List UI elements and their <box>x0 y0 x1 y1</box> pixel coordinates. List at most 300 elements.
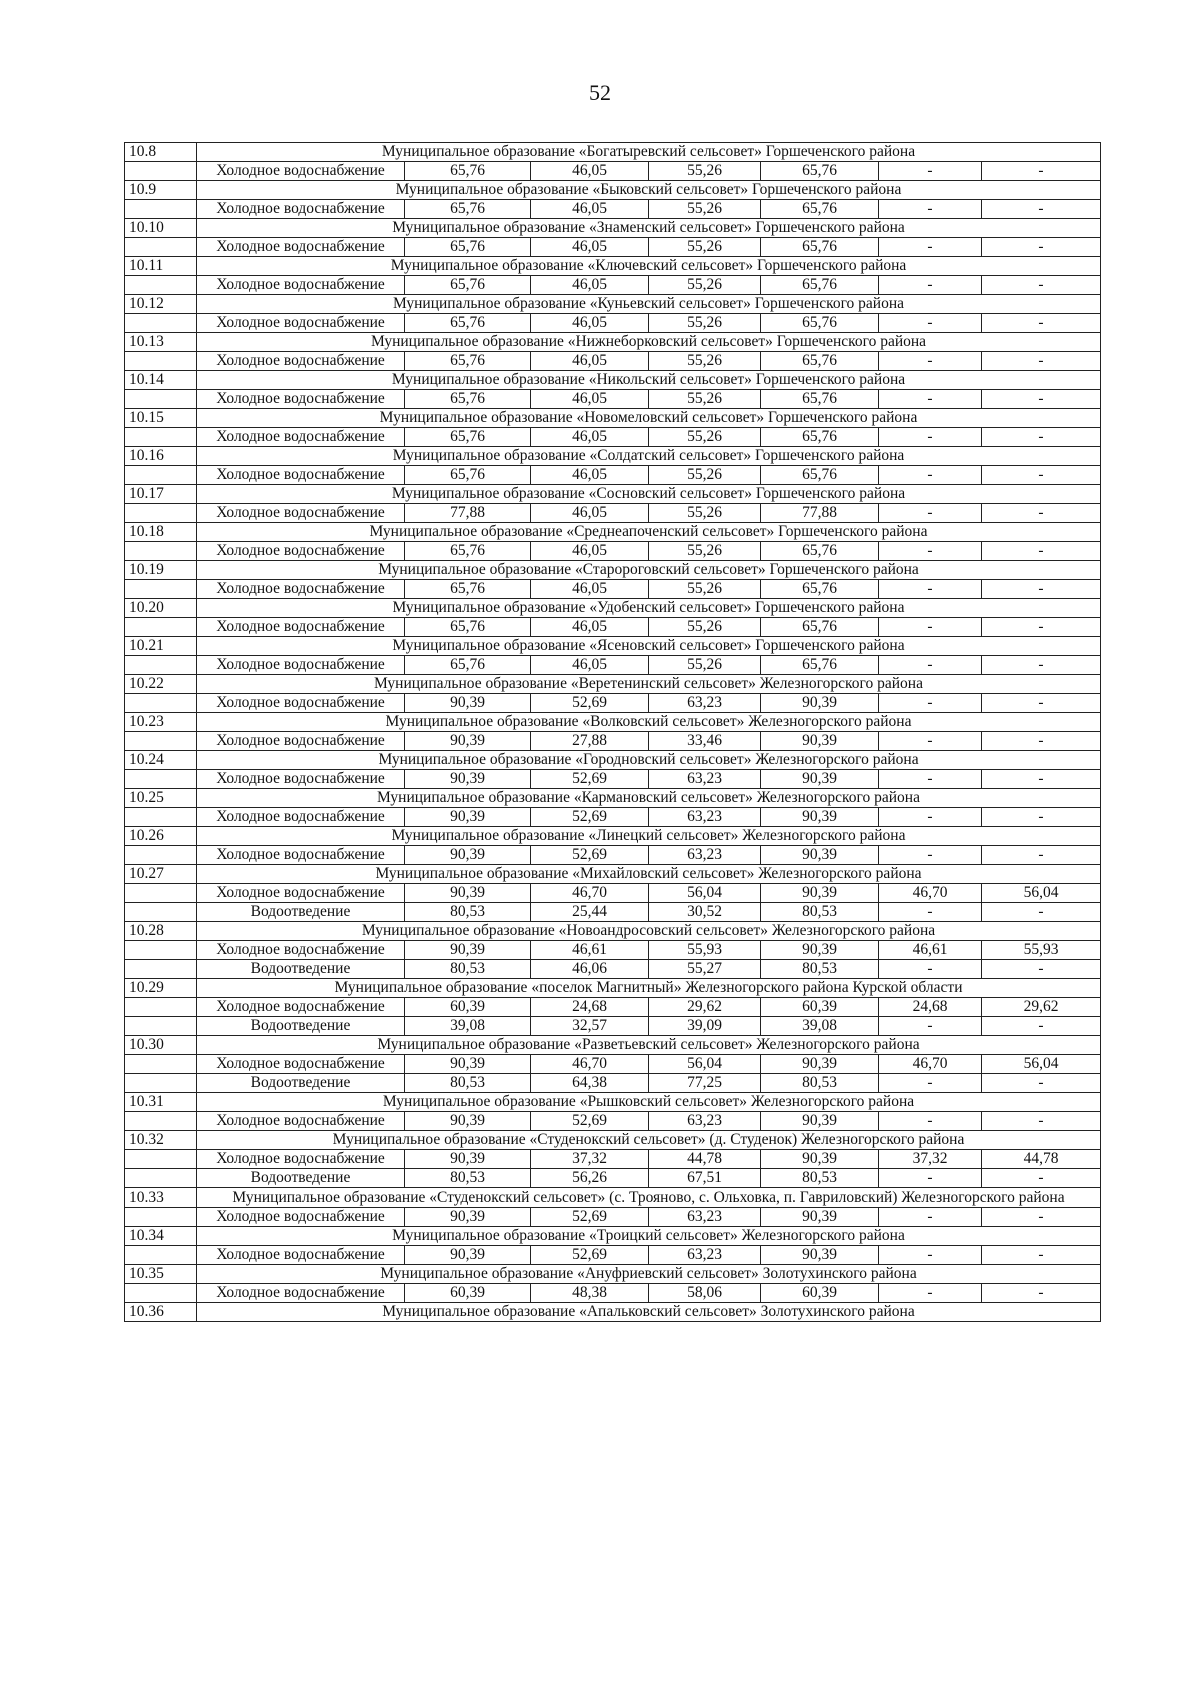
section-title: Муниципальное образование «Городновский сельсовет» Железногорского района <box>197 751 1101 770</box>
tariff-value: - <box>982 1284 1101 1303</box>
tariff-row <box>125 1208 1101 1227</box>
row-number-blank <box>125 314 197 333</box>
tariff-table-body <box>125 143 1101 1322</box>
tariff-row <box>125 1150 1101 1169</box>
tariff-value: 65,76 <box>405 656 531 675</box>
section-title: Муниципальное образование «Сосновский сельсовет» Горшеченского района <box>197 485 1101 504</box>
section-number: 10.27 <box>125 865 197 884</box>
row-number-blank <box>125 1284 197 1303</box>
tariff-value: 65,76 <box>761 580 879 599</box>
tariff-value: 65,76 <box>405 466 531 485</box>
tariff-value: 55,26 <box>649 618 761 637</box>
service-name: Холодное водоснабжение <box>197 1055 405 1074</box>
row-number-blank <box>125 504 197 523</box>
section-header-row <box>125 181 1101 200</box>
section-number: 10.30 <box>125 1036 197 1055</box>
tariff-value: - <box>982 238 1101 257</box>
tariff-value: 56,04 <box>982 884 1101 903</box>
tariff-value: 46,05 <box>531 276 649 295</box>
tariff-value: 27,88 <box>531 732 649 751</box>
tariff-value: 46,05 <box>531 390 649 409</box>
section-header-row <box>125 1188 1101 1208</box>
tariff-row <box>125 960 1101 979</box>
tariff-value: 52,69 <box>531 770 649 789</box>
tariff-value: - <box>982 732 1101 751</box>
tariff-value: - <box>879 1112 982 1131</box>
section-number: 10.11 <box>125 257 197 276</box>
section-header-row <box>125 447 1101 466</box>
section-title: Муниципальное образование «Ключевский сельсовет» Горшеченского района <box>197 257 1101 276</box>
section-number: 10.12 <box>125 295 197 314</box>
tariff-value: 90,39 <box>405 770 531 789</box>
section-header-row <box>125 637 1101 656</box>
tariff-value: 90,39 <box>761 808 879 827</box>
tariff-value: 90,39 <box>761 1150 879 1169</box>
service-name: Холодное водоснабжение <box>197 1112 405 1131</box>
tariff-value: 60,39 <box>761 1284 879 1303</box>
tariff-value: - <box>982 1169 1101 1188</box>
service-name: Холодное водоснабжение <box>197 276 405 295</box>
tariff-value: 63,23 <box>649 1208 761 1227</box>
tariff-value: 55,26 <box>649 656 761 675</box>
tariff-value: 46,61 <box>879 941 982 960</box>
tariff-value: 52,69 <box>531 1112 649 1131</box>
tariff-value: 90,39 <box>761 1112 879 1131</box>
tariff-value: 80,53 <box>761 1169 879 1188</box>
section-header-row <box>125 143 1101 162</box>
tariff-value: 65,76 <box>761 656 879 675</box>
service-name: Холодное водоснабжение <box>197 1150 405 1169</box>
tariff-value: - <box>879 238 982 257</box>
service-name: Холодное водоснабжение <box>197 1284 405 1303</box>
tariff-value: 65,76 <box>405 276 531 295</box>
tariff-value: 65,76 <box>405 618 531 637</box>
tariff-value: 65,76 <box>761 200 879 219</box>
tariff-value: - <box>982 770 1101 789</box>
row-number-blank <box>125 846 197 865</box>
service-name: Холодное водоснабжение <box>197 941 405 960</box>
row-number-blank <box>125 960 197 979</box>
tariff-value: 46,61 <box>531 941 649 960</box>
section-header-row <box>125 333 1101 352</box>
tariff-value: 46,05 <box>531 656 649 675</box>
section-header-row <box>125 789 1101 808</box>
row-number-blank <box>125 808 197 827</box>
section-header-row <box>125 1227 1101 1246</box>
tariff-row <box>125 808 1101 827</box>
tariff-value: 90,39 <box>761 884 879 903</box>
section-title: Муниципальное образование «Старороговский сельсовет» Горшеченского района <box>197 561 1101 580</box>
tariff-value: 65,76 <box>405 162 531 181</box>
section-number: 10.24 <box>125 751 197 770</box>
tariff-value: - <box>982 1246 1101 1265</box>
tariff-value: 56,26 <box>531 1169 649 1188</box>
service-name: Холодное водоснабжение <box>197 846 405 865</box>
tariff-value: 65,76 <box>405 238 531 257</box>
section-title: Муниципальное образование «Среднеапоченский сельсовет» Горшеченского района <box>197 523 1101 542</box>
tariff-value: 90,39 <box>761 941 879 960</box>
section-number: 10.33 <box>125 1188 197 1208</box>
tariff-value: 90,39 <box>405 884 531 903</box>
row-number-blank <box>125 162 197 181</box>
row-number-blank <box>125 1074 197 1093</box>
tariff-value: 90,39 <box>405 732 531 751</box>
tariff-value: 33,46 <box>649 732 761 751</box>
tariff-value: 46,70 <box>531 884 649 903</box>
service-name: Холодное водоснабжение <box>197 618 405 637</box>
tariff-row <box>125 998 1101 1017</box>
tariff-value: - <box>879 808 982 827</box>
tariff-value: 56,04 <box>982 1055 1101 1074</box>
tariff-value: 55,26 <box>649 580 761 599</box>
tariff-row <box>125 884 1101 903</box>
section-number: 10.21 <box>125 637 197 656</box>
tariff-value: - <box>982 162 1101 181</box>
tariff-value: 65,76 <box>405 352 531 371</box>
tariff-value: 60,39 <box>405 1284 531 1303</box>
section-header-row <box>125 675 1101 694</box>
service-name: Холодное водоснабжение <box>197 352 405 371</box>
tariff-value: 46,05 <box>531 466 649 485</box>
section-number: 10.34 <box>125 1227 197 1246</box>
tariff-value: 65,76 <box>405 580 531 599</box>
tariff-value: - <box>879 732 982 751</box>
tariff-value: - <box>879 656 982 675</box>
tariff-value: 55,26 <box>649 238 761 257</box>
tariff-value: 46,05 <box>531 314 649 333</box>
tariff-value: - <box>879 1074 982 1093</box>
tariff-row <box>125 1112 1101 1131</box>
section-title: Муниципальное образование «Михайловский сельсовет» Железногорского района <box>197 865 1101 884</box>
tariff-value: 63,23 <box>649 694 761 713</box>
tariff-value: 52,69 <box>531 808 649 827</box>
service-name: Водоотведение <box>197 1169 405 1188</box>
service-name: Холодное водоснабжение <box>197 694 405 713</box>
tariff-value: 39,09 <box>649 1017 761 1036</box>
section-number: 10.19 <box>125 561 197 580</box>
tariff-value: 55,26 <box>649 504 761 523</box>
tariff-value: 55,26 <box>649 390 761 409</box>
tariff-value: 63,23 <box>649 1246 761 1265</box>
section-header-row <box>125 219 1101 238</box>
tariff-row <box>125 618 1101 637</box>
tariff-value: 55,93 <box>982 941 1101 960</box>
service-name: Водоотведение <box>197 1017 405 1036</box>
service-name: Холодное водоснабжение <box>197 656 405 675</box>
section-number: 10.22 <box>125 675 197 694</box>
tariff-value: 80,53 <box>405 903 531 922</box>
tariff-value: - <box>879 1208 982 1227</box>
tariff-value: 55,26 <box>649 162 761 181</box>
service-name: Водоотведение <box>197 1074 405 1093</box>
tariff-value: 63,23 <box>649 770 761 789</box>
tariff-row <box>125 846 1101 865</box>
tariff-value: 46,05 <box>531 580 649 599</box>
section-number: 10.23 <box>125 713 197 732</box>
tariff-value: 46,05 <box>531 162 649 181</box>
row-number-blank <box>125 200 197 219</box>
section-number: 10.32 <box>125 1131 197 1150</box>
service-name: Холодное водоснабжение <box>197 1246 405 1265</box>
section-header-row <box>125 371 1101 390</box>
tariff-value: - <box>879 846 982 865</box>
tariff-row <box>125 694 1101 713</box>
tariff-value: 90,39 <box>405 694 531 713</box>
tariff-row <box>125 1169 1101 1188</box>
tariff-row <box>125 1284 1101 1303</box>
tariff-row <box>125 162 1101 181</box>
tariff-value: 63,23 <box>649 846 761 865</box>
tariff-value: - <box>982 314 1101 333</box>
tariff-value: 44,78 <box>649 1150 761 1169</box>
tariff-value: - <box>982 466 1101 485</box>
tariff-value: 90,39 <box>761 846 879 865</box>
service-name: Холодное водоснабжение <box>197 998 405 1017</box>
tariff-value: - <box>879 1017 982 1036</box>
service-name: Холодное водоснабжение <box>197 238 405 257</box>
section-header-row <box>125 865 1101 884</box>
tariff-value: - <box>982 618 1101 637</box>
tariff-value: 52,69 <box>531 846 649 865</box>
section-title: Муниципальное образование «Веретенинский сельсовет» Железногорского района <box>197 675 1101 694</box>
tariff-value: - <box>879 960 982 979</box>
row-number-blank <box>125 352 197 371</box>
row-number-blank <box>125 941 197 960</box>
section-title: Муниципальное образование «Богатыревский сельсовет» Горшеченского района <box>197 143 1101 162</box>
section-title: Муниципальное образование «поселок Магнитный» Железногорского района Курской области <box>197 979 1101 998</box>
section-header-row <box>125 409 1101 428</box>
tariff-value: 55,26 <box>649 276 761 295</box>
tariff-value: 65,76 <box>761 542 879 561</box>
section-number: 10.20 <box>125 599 197 618</box>
tariff-row <box>125 200 1101 219</box>
section-header-row <box>125 523 1101 542</box>
section-number: 10.15 <box>125 409 197 428</box>
section-header-row <box>125 599 1101 618</box>
section-number: 10.18 <box>125 523 197 542</box>
tariff-table <box>124 142 1101 1322</box>
tariff-value: - <box>982 352 1101 371</box>
section-title: Муниципальное образование «Апальковский сельсовет» Золотухинского района <box>197 1303 1101 1322</box>
section-number: 10.14 <box>125 371 197 390</box>
section-number: 10.26 <box>125 827 197 846</box>
tariff-value: 55,26 <box>649 542 761 561</box>
tariff-value: 90,39 <box>405 1112 531 1131</box>
section-number: 10.28 <box>125 922 197 941</box>
service-name: Холодное водоснабжение <box>197 428 405 447</box>
tariff-value: 46,05 <box>531 200 649 219</box>
tariff-value: 39,08 <box>405 1017 531 1036</box>
tariff-value: - <box>982 903 1101 922</box>
tariff-value: 65,76 <box>761 238 879 257</box>
tariff-value: - <box>879 694 982 713</box>
tariff-value: - <box>982 1074 1101 1093</box>
tariff-value: 65,76 <box>761 390 879 409</box>
service-name: Водоотведение <box>197 903 405 922</box>
tariff-value: 37,32 <box>531 1150 649 1169</box>
tariff-value: - <box>982 1112 1101 1131</box>
tariff-value: 90,39 <box>761 1208 879 1227</box>
tariff-value: - <box>982 1208 1101 1227</box>
section-title: Муниципальное образование «Куньевский сельсовет» Горшеченского района <box>197 295 1101 314</box>
tariff-value: 90,39 <box>405 1150 531 1169</box>
tariff-value: - <box>879 542 982 561</box>
tariff-value: 24,68 <box>879 998 982 1017</box>
tariff-value: 67,51 <box>649 1169 761 1188</box>
tariff-value: - <box>982 846 1101 865</box>
tariff-row <box>125 1074 1101 1093</box>
tariff-value: 55,26 <box>649 466 761 485</box>
row-number-blank <box>125 884 197 903</box>
section-header-row <box>125 1265 1101 1284</box>
tariff-value: - <box>982 808 1101 827</box>
row-number-blank <box>125 998 197 1017</box>
tariff-value: 58,06 <box>649 1284 761 1303</box>
tariff-value: 77,88 <box>405 504 531 523</box>
section-header-row <box>125 485 1101 504</box>
tariff-row <box>125 352 1101 371</box>
section-number: 10.16 <box>125 447 197 466</box>
section-header-row <box>125 1303 1101 1322</box>
tariff-value: 46,70 <box>879 1055 982 1074</box>
tariff-value: 65,76 <box>761 314 879 333</box>
tariff-value: 46,05 <box>531 542 649 561</box>
section-title: Муниципальное образование «Нижнеборковский сельсовет» Горшеченского района <box>197 333 1101 352</box>
row-number-blank <box>125 1246 197 1265</box>
service-name: Холодное водоснабжение <box>197 542 405 561</box>
tariff-row <box>125 314 1101 333</box>
tariff-value: 55,27 <box>649 960 761 979</box>
tariff-row <box>125 656 1101 675</box>
row-number-blank <box>125 276 197 295</box>
tariff-value: - <box>982 580 1101 599</box>
row-number-blank <box>125 580 197 599</box>
service-name: Холодное водоснабжение <box>197 732 405 751</box>
tariff-value: 29,62 <box>649 998 761 1017</box>
tariff-value: 46,05 <box>531 618 649 637</box>
row-number-blank <box>125 238 197 257</box>
tariff-value: 55,26 <box>649 200 761 219</box>
tariff-value: 65,76 <box>405 428 531 447</box>
tariff-value: - <box>879 466 982 485</box>
tariff-value: 80,53 <box>405 960 531 979</box>
section-header-row <box>125 561 1101 580</box>
section-number: 10.13 <box>125 333 197 352</box>
tariff-value: 46,05 <box>531 352 649 371</box>
service-name: Холодное водоснабжение <box>197 770 405 789</box>
tariff-value: 77,25 <box>649 1074 761 1093</box>
tariff-value: 46,70 <box>879 884 982 903</box>
row-number-blank <box>125 390 197 409</box>
tariff-value: 52,69 <box>531 1246 649 1265</box>
tariff-value: - <box>982 542 1101 561</box>
row-number-blank <box>125 542 197 561</box>
section-number: 10.36 <box>125 1303 197 1322</box>
tariff-row <box>125 732 1101 751</box>
service-name: Холодное водоснабжение <box>197 808 405 827</box>
tariff-value: 32,57 <box>531 1017 649 1036</box>
section-title: Муниципальное образование «Студенокский сельсовет» (с. Трояново, с. Ольховка, п. Гавриловский) Железногорского района <box>197 1188 1101 1208</box>
row-number-blank <box>125 903 197 922</box>
section-title: Муниципальное образование «Троицкий сельсовет» Железногорского района <box>197 1227 1101 1246</box>
tariff-row <box>125 770 1101 789</box>
tariff-value: 65,76 <box>761 276 879 295</box>
tariff-row <box>125 542 1101 561</box>
tariff-value: 65,76 <box>761 618 879 637</box>
tariff-value: 63,23 <box>649 808 761 827</box>
tariff-value: 55,93 <box>649 941 761 960</box>
tariff-value: - <box>879 162 982 181</box>
section-header-row <box>125 713 1101 732</box>
tariff-value: - <box>982 1017 1101 1036</box>
tariff-value: 25,44 <box>531 903 649 922</box>
service-name: Холодное водоснабжение <box>197 314 405 333</box>
tariff-value: 90,39 <box>405 1246 531 1265</box>
section-title: Муниципальное образование «Рышковский сельсовет» Железногорского района <box>197 1093 1101 1112</box>
tariff-value: 90,39 <box>761 694 879 713</box>
row-number-blank <box>125 732 197 751</box>
tariff-value: - <box>879 200 982 219</box>
section-number: 10.17 <box>125 485 197 504</box>
tariff-value: 65,76 <box>405 314 531 333</box>
tariff-value: 80,53 <box>405 1169 531 1188</box>
row-number-blank <box>125 694 197 713</box>
tariff-value: 90,39 <box>761 1055 879 1074</box>
tariff-row <box>125 580 1101 599</box>
section-header-row <box>125 979 1101 998</box>
tariff-value: 24,68 <box>531 998 649 1017</box>
service-name: Холодное водоснабжение <box>197 200 405 219</box>
section-title: Муниципальное образование «Ануфриевский сельсовет» Золотухинского района <box>197 1265 1101 1284</box>
row-number-blank <box>125 656 197 675</box>
section-title: Муниципальное образование «Солдатский сельсовет» Горшеченского района <box>197 447 1101 466</box>
section-header-row <box>125 257 1101 276</box>
tariff-value: - <box>879 428 982 447</box>
tariff-value: - <box>879 770 982 789</box>
service-name: Холодное водоснабжение <box>197 884 405 903</box>
tariff-value: - <box>879 1169 982 1188</box>
service-name: Холодное водоснабжение <box>197 162 405 181</box>
section-header-row <box>125 1093 1101 1112</box>
service-name: Холодное водоснабжение <box>197 580 405 599</box>
row-number-blank <box>125 1055 197 1074</box>
tariff-value: - <box>879 314 982 333</box>
section-number: 10.8 <box>125 143 197 162</box>
tariff-value: - <box>879 276 982 295</box>
tariff-value: 64,38 <box>531 1074 649 1093</box>
tariff-value: 90,39 <box>761 770 879 789</box>
section-header-row <box>125 922 1101 941</box>
section-title: Муниципальное образование «Никольский сельсовет» Горшеченского района <box>197 371 1101 390</box>
tariff-value: 65,76 <box>761 352 879 371</box>
tariff-value: 65,76 <box>405 200 531 219</box>
section-number: 10.35 <box>125 1265 197 1284</box>
row-number-blank <box>125 1017 197 1036</box>
row-number-blank <box>125 1169 197 1188</box>
tariff-value: 90,39 <box>405 1208 531 1227</box>
row-number-blank <box>125 770 197 789</box>
tariff-row <box>125 1246 1101 1265</box>
tariff-value: 65,76 <box>405 542 531 561</box>
tariff-row <box>125 941 1101 960</box>
tariff-value: 46,05 <box>531 504 649 523</box>
tariff-value: 55,26 <box>649 428 761 447</box>
tariff-value: - <box>982 504 1101 523</box>
tariff-value: - <box>982 200 1101 219</box>
section-title: Муниципальное образование «Новомеловский сельсовет» Горшеченского района <box>197 409 1101 428</box>
tariff-value: 52,69 <box>531 1208 649 1227</box>
tariff-row <box>125 1055 1101 1074</box>
